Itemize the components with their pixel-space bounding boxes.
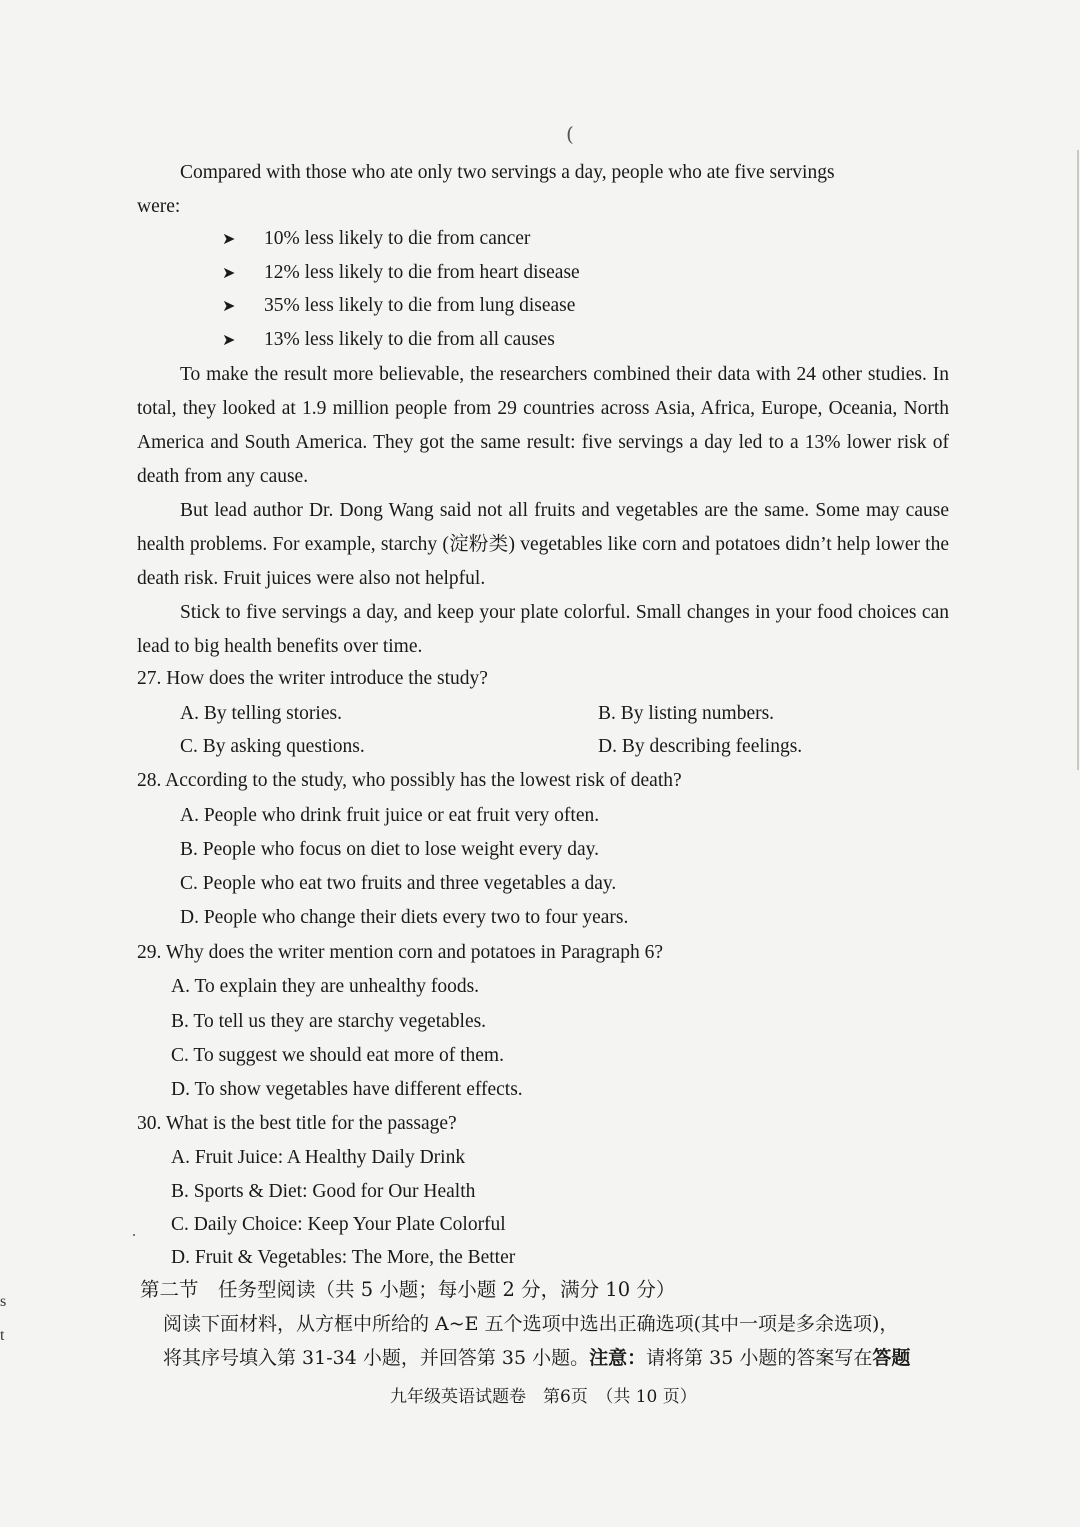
option-27-b: B. By listing numbers. (598, 703, 775, 724)
note-label: 注意： (589, 1347, 647, 1369)
option-30-d: D. Fruit & Vegetables: The More, the Better (171, 1247, 516, 1268)
page-edge-line (1077, 150, 1079, 770)
edge-char: t (0, 1327, 5, 1344)
option-27-a: A. By telling stories. (180, 703, 342, 724)
bullet-item: ➤ 12% less likely to die from heart disease (222, 256, 580, 290)
option-30-b: B. Sports & Diet: Good for Our Health (171, 1181, 476, 1202)
scan-speck (133, 1234, 135, 1236)
section-instruction-line-1: 阅读下面材料，从方框中所给的 A~E 五个选项中选出正确选项(其中一项是多余选项)， (163, 1313, 899, 1335)
question-30: 30. What is the best title for the passage? (137, 1113, 457, 1134)
option-28-d: D. People who change their diets every two to four years. (180, 907, 629, 928)
question-28: 28. According to the study, who possibly has the lowest risk of death? (137, 770, 682, 791)
paragraph-conclusion: Stick to five servings a day, and keep your plate colorful. Small changes in your food choices can lead to big health benefits over time. (137, 602, 949, 657)
option-30-a: A. Fruit Juice: A Healthy Daily Drink (171, 1147, 466, 1168)
arrow-bullet-icon: ➤ (222, 229, 236, 248)
option-28-a: A. People who drink fruit juice or eat fruit very often. (180, 805, 600, 826)
option-30-c: C. Daily Choice: Keep Your Plate Colorful (171, 1214, 506, 1235)
paragraph-result: To make the result more believable, the researchers combined their data with 24 other studies. In total, they looked at 1.9 million people from 29 countries across Asia, Africa, Europe, Oceania, North America and South America. They got the same result: five servings a day led to a 13% lower risk of death from any cause. (137, 364, 949, 487)
arrow-bullet-icon: ➤ (222, 330, 236, 349)
bullet-item: ➤ 35% less likely to die from lung disease (222, 289, 575, 323)
intro-line-2: were: (137, 196, 181, 217)
option-29-d: D. To show vegetables have different effects. (171, 1079, 523, 1100)
paragraph-author: But lead author Dr. Dong Wang said not all fruits and vegetables are the same. Some may cause health problems. For example, starchy (淀粉类) vegetables like corn and potatoes didn’t help lower the death risk. Fruit juices were also not helpful. (137, 500, 949, 589)
question-27: 27. How does the writer introduce the study? (137, 668, 488, 689)
section-instruction-line-2: 将其序号填入第 31-34 小题，并回答第 35 小题。注意：请将第 35 小题的答案写在答题 (163, 1347, 911, 1369)
top-mark: ( (566, 122, 574, 146)
bullet-item: ➤ 13% less likely to die from all causes (222, 323, 555, 357)
arrow-bullet-icon: ➤ (222, 296, 236, 315)
option-27-d: D. By describing feelings. (598, 736, 803, 757)
arrow-bullet-icon: ➤ (222, 263, 236, 282)
option-29-c: C. To suggest we should eat more of them. (171, 1045, 504, 1066)
option-29-a: A. To explain they are unhealthy foods. (171, 976, 480, 997)
option-28-c: C. People who eat two fruits and three vegetables a day. (180, 873, 617, 894)
bullet-item: ➤ 10% less likely to die from cancer (222, 222, 530, 256)
page-footer: 九年级英语试题卷 第6页 （共 10 页） (390, 1387, 697, 1407)
option-27-c: C. By asking questions. (180, 736, 365, 757)
option-28-b: B. People who focus on diet to lose weight every day. (180, 839, 599, 860)
option-29-b: B. To tell us they are starchy vegetables. (171, 1011, 487, 1032)
section-heading: 第二节 任务型阅读（共 5 小题；每小题 2 分，满分 10 分） (140, 1278, 676, 1301)
question-29: 29. Why does the writer mention corn and potatoes in Paragraph 6? (137, 942, 663, 963)
edge-char: s (0, 1293, 7, 1310)
intro-line-1: Compared with those who ate only two servings a day, people who ate five servings (180, 162, 835, 183)
